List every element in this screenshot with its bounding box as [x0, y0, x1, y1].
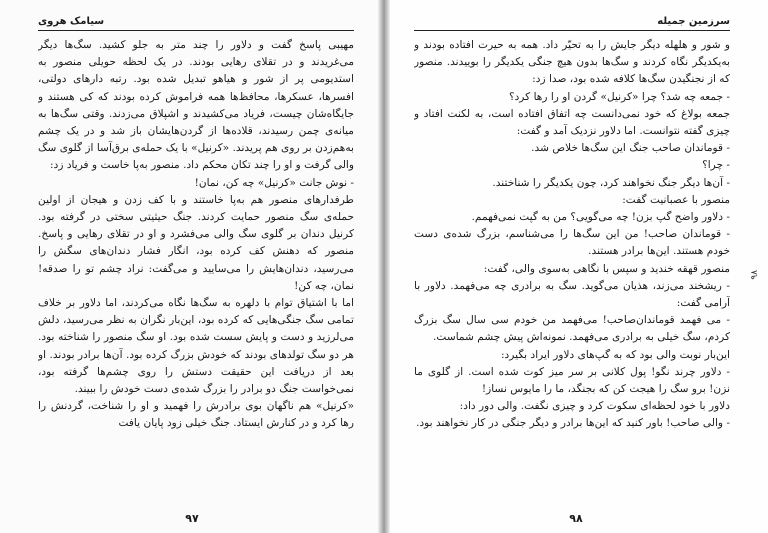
paragraph: - قوماندان صاحب جنگ این سگ‌ها خلاص شد.: [531, 142, 730, 155]
edge-mark: ۹۸: [750, 270, 760, 280]
paragraph: - والی صاحب! باور کنید که این‌ها برادر و دیگر جنگی در کار نخواهند بود.: [416, 417, 730, 430]
left-page-body: [38, 37, 354, 489]
header-rule-left: [38, 30, 354, 31]
paragraph: - جمعه چه شد؟ چرا «کرنیل» گردن او را رها کرد؟: [508, 90, 730, 103]
right-page-body: [414, 37, 730, 489]
page-number-right: ۹۸: [569, 512, 583, 525]
paragraph: این‌بار نوبت والی بود که به گپ‌های دلاور ایراد بگیرد:: [500, 348, 730, 361]
header-rule-right: [414, 30, 730, 31]
paragraph: طرفدارهای منصور هم به‌پا خاستند و با کف زدن و هیجان از اولین حمله‌ی سگ منصور حمایت کردند. جنگ حیثیتی سختی در گرفته بود. کرنیل دندان بر گلوی سگ والی می‌فشرد و او در تقلای رهایی و پاسخ. منصور که دهنش کف کرده بود، انگار فشار دندان‌های سگش را می‌رسید، دندان‌هایش را می‌سایید و می‌گفت: نراد چشم تو را صدقه! نمان، چه کن!: [38, 193, 354, 292]
paragraph: - نوش جانت «کرنیل» چه کن، نمان!: [194, 176, 354, 189]
paragraph: مهیبی پاسخ گفت و دلاور را چند متر به جلو کشید. سگ‌ها دیگر می‌غریدند و در تقلای رهایی بودند. در یک لحظه حویلی منصور به استدیومی پر از شور و هیاهو تبدیل شده بود. رتبه دارهای دولتی، افسرها، عسکرها، محافظ‌ها همه فراموش کرده بودند که کی هستند و جایگاه‌شان چیست، فریاد می‌کشیدند و اشپلاق می‌زدند. وقتی سگ‌ها به میانه‌ی چمن رسیدند، قلاده‌ها از گردن‌هایشان باز شد و در یک چشم به‌هم‌زدن بر روی هم پریدند. «کرنیل» با یک حمله‌ی برق‌آسا از گلوی سگ والی گرفت و او را چند تکان محکم داد. منصور به‌پا خاست و فریاد زد:: [38, 39, 354, 172]
paragraph: و شور و هلهله دیگر جایش را به تحیّر داد. همه به حیرت افتاده بودند و به‌یکدیگر نگاه کردند و سگ‌ها بدون هیچ جنگی یکدیگر را بوییدند. منصور که از نجنگیدن سگ‌ها کلافه شده بود، صدا زد:: [414, 39, 730, 86]
paragraph: دلاور با خود لحظه‌ای سکوت کرد و چیزی نگفت. والی دور داد:: [459, 400, 730, 413]
paragraph: - دلاور واضح گپ بزن! چه می‌گویی؟ من به گپت نمی‌فهمم.: [471, 211, 730, 224]
paragraph: منصور با عصبانیت گفت:: [622, 193, 730, 206]
book-gutter: [378, 0, 390, 533]
paragraph: - قوماندان صاحب! من این سگ‌ها را می‌شناسم، بزرگ شده‌ی دست خودم هستند. این‌ها برادر هستند.: [414, 228, 730, 258]
paragraph: - دلاور چرند نگو! پول کلانی بر سر میز کوت شده است. از گلوی ما نزن! برو سگ را هیجت کن که بجنگد، ما را مایوس نساز!: [414, 365, 730, 396]
paragraph: - ریشخند می‌زند، هذیان می‌گوید. سگ به برادری چه می‌فهمد. دلاور با آرامی گفت:: [414, 279, 730, 310]
paragraph: - چرا؟: [702, 159, 730, 172]
running-head-right: سرزمین جمیله: [657, 16, 730, 27]
paragraph: «کرنیل» هم ناگهان بوی برادرش را فهمید و او را شناخت، گردنش را رها کرد و در کنارش ایستاد. جنگ خیلی زود پایان یافت: [38, 400, 354, 430]
right-page: [384, 0, 768, 533]
paragraph: منصور قهقه خندید و سپس با نگاهی به‌سوی والی، گفت:: [483, 262, 730, 275]
paragraph: اما با اشتیاق توام با دلهره به سگ‌ها نگاه می‌کردند، اما دلاور بر خلاف تمامی سگ جنگی‌هایی که کرده بود، این‌بار نگران به نظر می‌رسید، دلش می‌لرزید و دست و پایش سست شده بود. او سگ منصور را شناخته بود. هر دو سگ تولد‌های بودند که خودش بزرگ کرده بود. آن‌ها برادر بودند. او بعد از دریافت این حقیقت دستش را روی چشم‌ها گرفته بود، نمی‌خواست جنگ دو برادر را بزرگ شده‌ی دست خودش را ببیند.: [38, 297, 354, 396]
paragraph: جمعه بولاغ که خود نمی‌دانست چه اتفاق افتاده است، به لکنت افتاد و چیزی گفته نتوانست. اما دلاور نزدیک آمد و گفت:: [414, 107, 730, 138]
page-number-left: ۹۷: [185, 512, 199, 525]
paragraph: - آن‌ها دیگر جنگ نخواهند کرد، چون یکدیگر را شناختند.: [492, 176, 730, 189]
running-head-left: سیامک هروی: [38, 16, 105, 27]
paragraph: - می فهمد قوماندان‌صاحب! می‌فهمد من خودم سی سال سگ بزرگ کردم، سگ خیلی به برادری می‌فهمد. نمونه‌اش پیش چشم شماست.: [414, 314, 730, 344]
